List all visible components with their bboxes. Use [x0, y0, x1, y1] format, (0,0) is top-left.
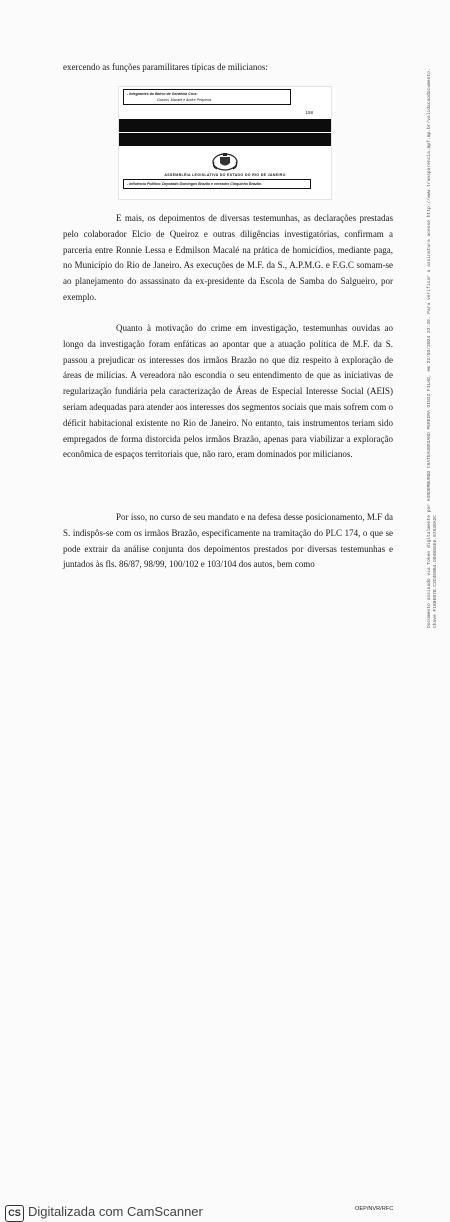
- paragraph: E mais, os depoimentos de diversas testemunhas, as declarações prestadas pelo colaborador Elcio de Queiroz e outras diligências investigatórias, confirmam a parceria entre Ronnie Lessa e Edmilson Macalé na prática de homicídios, mediante paga, no Município do Rio de Janeiro. As execuções de M.F. da S., A.P.M.G. e F.G.C somam-se ao planejamento do assassinato da ex-presidente da Escola de Samba do Salgueiro, por exemplo.: [63, 213, 393, 302]
- intro-line: exercendo as funções paramilitares típicas de milicianos:: [63, 62, 268, 72]
- coat-of-arms-icon: [211, 152, 239, 172]
- caption-top-line2: Gaston, Macalé e André Pequena.: [157, 98, 213, 102]
- camscanner-logo-icon: CS: [5, 1205, 24, 1222]
- scanner-footer: [0, 598, 450, 1219]
- paragraph: Quanto à motivação do crime em investigação, testemunhas ouvidas ao longo da investigação foram enfáticas ao apontar que a atuação política de M.F. da S. passou a prejudicar os interesses dos irmãos Brazão no que diz respeito à exploração de áreas de milícias. A vereadora não escondia o seu entendimento de que as iniciativas de regularização fundiária pela caracterização de Áreas de Especial Interesse Social (AEIS) seriam adequadas para atender aos interesses dos segmentos sociais que mais sofrem com o déficit habitacional existente no Rio de Janeiro. No entanto, tais instrumentos teriam sido empregados de forma distorcida pelos irmãos Brazão, apenas para viabilizar a exploração econômica de espaços territoriais que, não raro, eram dominados por milicianos.: [63, 323, 393, 460]
- caption-top-line1: - Integrantes do Bairro de Gardênia Cruz:: [127, 92, 198, 96]
- paragraph: Por isso, no curso de seu mandato e na defesa desse posicionamento, M.F da S. indispôs-se com os irmãos Brazão, especificamente na tramitação do PLC 174, o que se pode extrair da análise conjunta dos depoimentos prestados por diversas testemunhas e juntados às fls. 86/87, 98/99, 100/102 e 103/104 dos autos, bem como: [63, 512, 393, 570]
- camscanner-brand: Digitalizada com CamScanner: [28, 1204, 203, 1219]
- signature-side-note: Documento assinado via Token digitalmente por HINDEMBURGO CHATEAUBRIAND PEREIRA DINIZ FILHO, em 22/03/2024 22:49. Para verificar a assinatura acesse http://www.transparencia.mpf.mp.br/validacaodocumento. Chave F1B0E07B.C2D4E0B4.D04B65E6.87538A2C: [427, 68, 438, 628]
- redaction-bar: [119, 133, 331, 146]
- assembly-header: ASSEMBLÉIA LEGISLATIVA DO ESTADO DO RIO DE JANEIRO: [164, 173, 286, 177]
- caption-top: [123, 89, 291, 105]
- embedded-document-image: [118, 86, 332, 200]
- redaction-bar: [119, 119, 331, 132]
- caption-bottom: - Influência Política: Deputado Domingos Brazão e vereador Chiquinho Brazão.: [123, 179, 311, 189]
- embedded-page-number: 158: [305, 110, 313, 115]
- reference-code: OEP/NVR/RFC: [355, 1206, 394, 1212]
